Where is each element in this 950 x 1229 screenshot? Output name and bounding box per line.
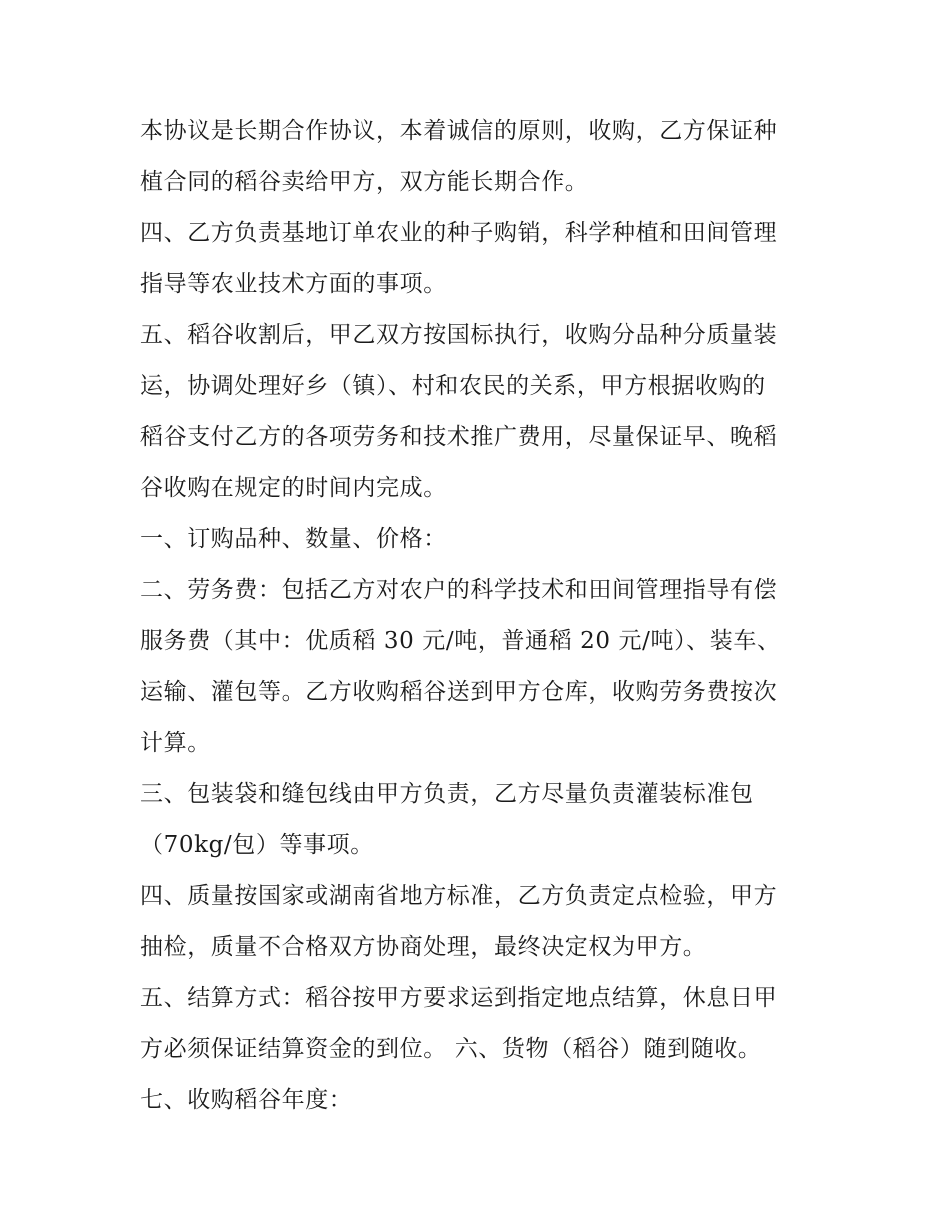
text-line: 三、包装袋和缝包线由甲方负责，乙方尽量负责灌装标准包	[140, 781, 754, 807]
text-line: 服务费（其中：优质稻 30 元/吨，普通稻 20 元/吨）、装车、	[140, 628, 781, 654]
text-line: 二、劳务费：包括乙方对农户的科学技术和田间管理指导有偿	[140, 577, 778, 603]
text-line: 四、乙方负责基地订单农业的种子购销，科学种植和田间管理	[140, 220, 778, 246]
text-line: 方必须保证结算资金的到位。 六、货物（稻谷）随到随收。	[140, 1036, 762, 1062]
text-line: 指导等农业技术方面的事项。	[140, 271, 447, 297]
text-line: 运输、灌包等。乙方收购稻谷送到甲方仓库，收购劳务费按次	[140, 679, 778, 705]
text-line: 运，协调处理好乡（镇）、村和农民的关系，甲方根据收购的	[140, 373, 766, 399]
text-line: 五、结算方式：稻谷按甲方要求运到指定地点结算，休息日甲	[140, 985, 778, 1011]
text-line: 五、稻谷收割后，甲乙双方按国标执行，收购分品种分质量装	[140, 322, 778, 348]
text-line: 抽检，质量不合格双方协商处理，最终决定权为甲方。	[140, 934, 707, 960]
text-line: 计算。	[140, 730, 211, 756]
text-line: 七、收购稻谷年度：	[140, 1087, 353, 1113]
text-line: 稻谷支付乙方的各项劳务和技术推广费用，尽量保证早、晚稻	[140, 424, 778, 450]
text-line: 一、订购品种、数量、价格：	[140, 526, 447, 552]
text-line: 四、质量按国家或湖南省地方标准，乙方负责定点检验，甲方	[140, 883, 778, 909]
text-line: 植合同的稻谷卖给甲方，双方能长期合作。	[140, 169, 589, 195]
document-body	[140, 106, 820, 1126]
text-line: （70kg/包）等事项。	[140, 832, 374, 858]
text-line: 本协议是长期合作协议，本着诚信的原则，收购，乙方保证种	[140, 118, 778, 144]
text-line: 谷收购在规定的时间内完成。	[140, 475, 447, 501]
